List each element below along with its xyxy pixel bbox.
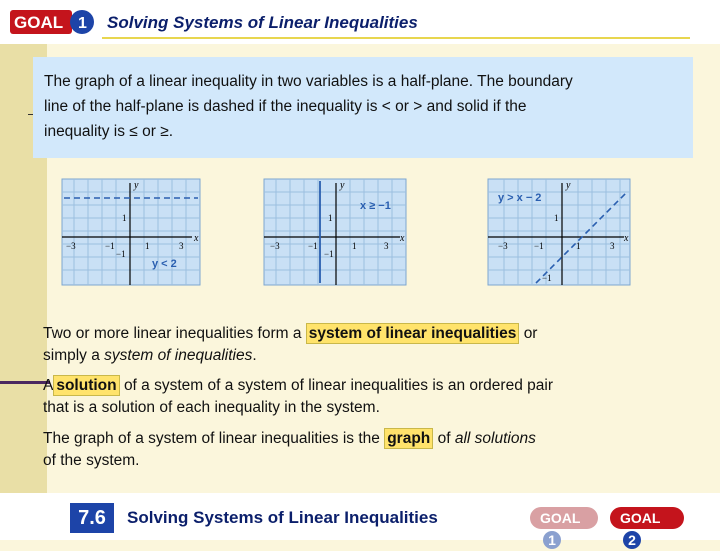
tick-neg1: −1 [534,241,544,251]
definition-line-2: line of the half-plane is dashed if the inequality is < or > and solid if the [44,98,527,115]
tick-1: 1 [576,241,581,251]
graph-1-label: y < 2 [152,258,177,270]
graph-x-geq-neg1 [262,177,408,287]
x-axis-label: x [400,233,405,244]
paragraph-graph-definition [43,428,663,472]
graph-y-less-than-2 [60,177,202,287]
graph-y-greater-x-minus-2 [486,177,632,287]
p1-text-c: simply a [43,347,100,364]
definition-line-1: The graph of a linear inequality in two variables is a half-plane. The boundary [44,73,573,90]
tick-neg1: −1 [105,241,115,251]
p3-text-c: of the system. [43,452,140,469]
tick-1: 1 [352,241,357,251]
paragraph-system-definition [43,323,663,367]
paragraph-solution-definition [43,375,663,419]
tick-neg3: −3 [498,241,508,251]
p1-text-b: or [523,325,538,342]
goal-2-nav-button[interactable] [610,507,684,548]
p1-text-a: Two or more linear inequalities form a [43,325,302,342]
goal-1-nav-number: 1 [543,531,561,549]
goal-1-badge [8,7,96,37]
page-title: Solving Systems of Linear Inequalities [107,13,418,32]
goal-1-nav-button[interactable] [530,507,598,548]
term-all-solutions: all solutions [454,430,536,447]
goal-number: 1 [78,15,87,32]
p2-text-c: that is a solution of each inequality in the system. [43,399,380,416]
ytick-1: 1 [554,213,559,223]
term-system-of-inequalities: system of inequalities [104,347,253,364]
definition-box [33,57,693,158]
p3-text-a: The graph of a system of linear inequalities is the [43,430,380,447]
ytick-neg1: −1 [324,249,334,259]
goal-2-nav-number: 2 [623,531,641,549]
tick-neg3: −3 [270,241,280,251]
ytick-1: 1 [328,213,333,223]
y-axis-label: y [134,180,139,191]
ytick-1: 1 [122,213,127,223]
term-system-of-linear-inequalities: system of linear inequalities [306,323,520,344]
tick-3: 3 [179,241,184,251]
section-number-badge: 7.6 [70,503,114,533]
tick-3: 3 [384,241,389,251]
ytick-neg1: −1 [542,273,552,283]
x-axis-label: x [194,233,199,244]
term-solution: solution [53,375,119,396]
definition-line-3: inequality is ≤ or ≥. [44,123,174,140]
ytick-neg1: −1 [116,249,126,259]
term-graph: graph [384,428,433,449]
tick-neg3: −3 [66,241,76,251]
title-underline [102,37,690,39]
y-axis-label: y [340,180,345,191]
tick-1: 1 [145,241,150,251]
tick-3: 3 [610,241,615,251]
goal-1-nav-word: GOAL [540,510,581,526]
p1-text-d: . [252,347,257,364]
graph-2-label: x ≥ −1 [360,200,391,212]
footer-title: Solving Systems of Linear Inequalities [127,508,438,527]
p3-text-b: of [437,430,451,447]
p2-text-a: A [43,377,54,394]
y-axis-label: y [566,180,571,191]
tick-neg1: −1 [308,241,318,251]
p2-text-b: of a system of a system of linear inequalities is an ordered pair [123,377,553,394]
goal-2-nav-word: GOAL [620,510,661,526]
graph-3-label: y > x − 2 [498,192,542,204]
goal-word: GOAL [14,13,64,32]
x-axis-label: x [624,233,629,244]
